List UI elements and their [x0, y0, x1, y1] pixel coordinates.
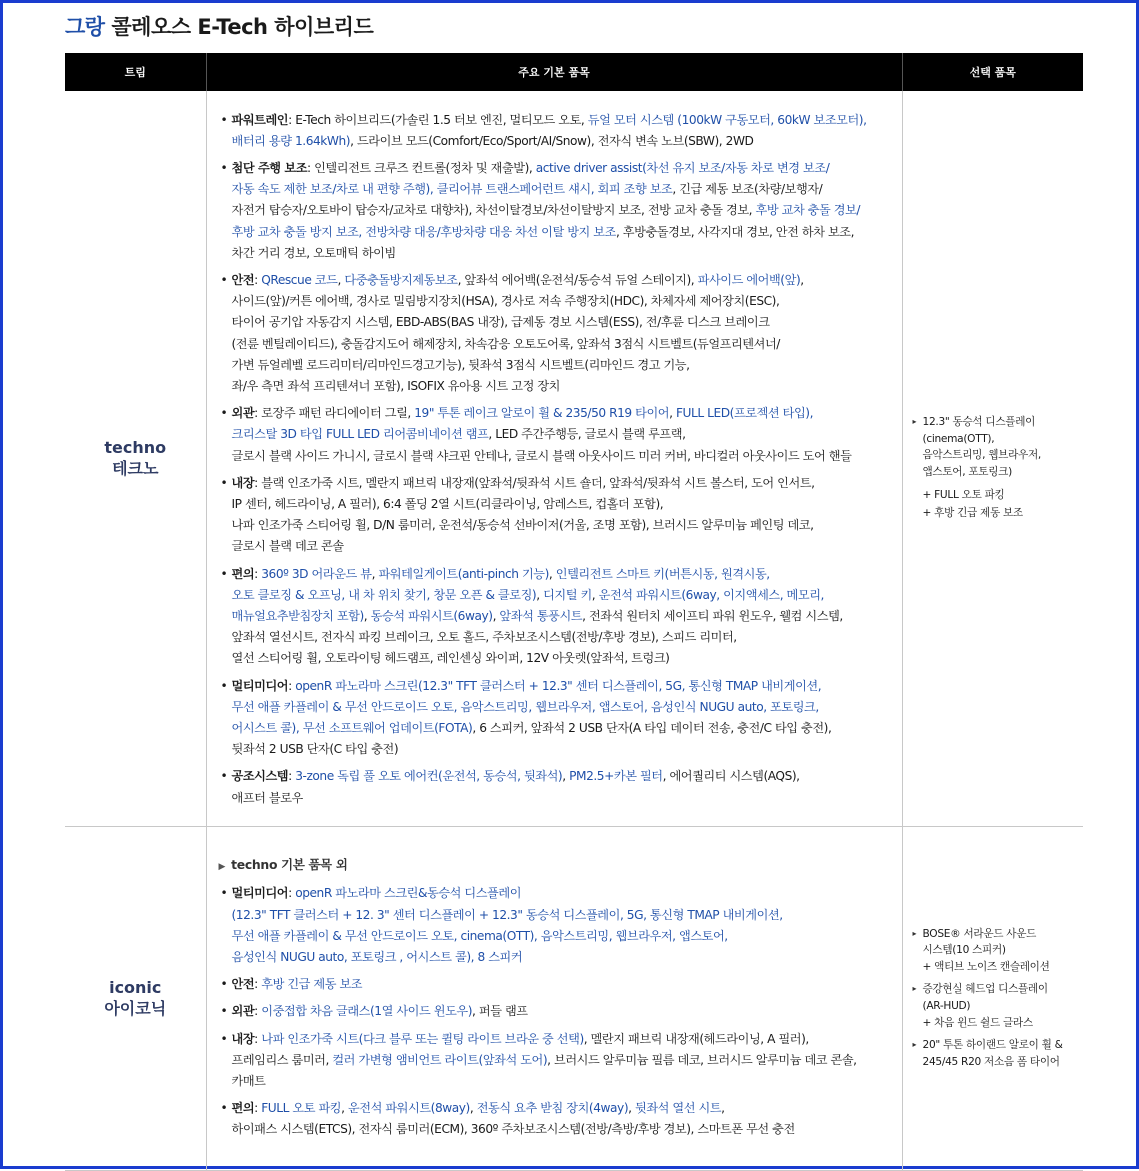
spec-highlight-text: 19" 투톤 레이크 알로이 휠 & 235/50 R19 타이어 [414, 406, 670, 421]
spec-highlight-text: 오토 클로징 & 오프닝, 내 차 위치 찾기, 창문 오픈 & 클로징) [231, 587, 537, 602]
spec-highlight-text: 컬러 가변형 앰비언트 라이트(앞좌석 도어) [332, 1052, 548, 1067]
option-sub-item: + 차음 윈드 쉴드 글라스 [922, 1016, 1033, 1029]
spec-highlight-text: 인텔리전트 스마트 키(버튼시동, 원격시동, [555, 566, 770, 581]
title-brand: 그랑 [65, 15, 105, 39]
spec-text: , [591, 587, 599, 602]
spec-category: 공조시스템 [231, 769, 289, 784]
spec-list-item [219, 473, 894, 558]
spec-text: , 멜란지 패브릭 내장재(헤드라이닝, A 필러), [583, 1031, 809, 1046]
spec-highlight-text: 후방 교차 충돌 방지 보조, 전방차량 대응/후방차량 대응 차선 이탈 방지 보조 [231, 224, 616, 239]
bullet-dot-icon: • [220, 475, 228, 490]
triangle-right-icon: ▸ [912, 417, 917, 427]
title-model: 콜레오스 E-Tech 하이브리드 [104, 15, 374, 39]
spec-text: 좌/우 측면 좌석 프리텐셔너 포함), ISOFIX 유아용 시트 고정 장치 [231, 379, 560, 394]
trim-cell-techno [65, 91, 206, 826]
spec-text: , [371, 566, 379, 581]
spec-list-item [219, 1029, 894, 1093]
spec-category: 안전 [231, 273, 255, 288]
spec-text: , LED 주간주행등, 글로시 블랙 루프랙, [488, 427, 686, 442]
option-sub-item: + FULL 오토 파킹 [922, 489, 1005, 502]
spec-text: : [254, 566, 262, 581]
spec-highlight-text: 360º 3D 어라운드 뷰 [261, 566, 372, 581]
spec-text: 차간 거리 경보, 오토매틱 하이빔 [231, 245, 396, 260]
spec-text: 글로시 블랙 사이드 가니시, 글로시 블랙 샤크핀 안테나, 글로시 블랙 아웃사이드 미러 커버, 바디컬러 아웃사이드 도어 핸들 [231, 448, 852, 463]
spec-text: IP 센터, 헤드라이닝, A 필러), 6:4 폴딩 2열 시트(리클라이닝, 암레스트, 컵홀더 포함), [231, 497, 664, 512]
table-row-iconic [65, 826, 1083, 1170]
spec-text: : E-Tech 하이브리드(가솔린 1.5 터보 엔진, 멀티모드 오토, [288, 112, 588, 127]
spec-highlight-text: 뒷좌석 열선 시트 [635, 1101, 722, 1116]
spec-highlight-text: 크리스탈 3D 타입 FULL LED 리어콤비네이션 램프 [231, 427, 489, 442]
option-line: 시스템(10 스피커) [922, 944, 1006, 957]
spec-text: : [254, 1101, 262, 1116]
spec-text: 애프터 블로우 [231, 790, 303, 805]
spec-highlight-text: 디지털 키 [543, 587, 592, 602]
bullet-dot-icon: • [220, 406, 228, 421]
spec-highlight-text: 배터리 용량 1.64kWh) [231, 133, 351, 148]
spec-text: , [548, 566, 556, 581]
spec-highlight-text: 전동식 요추 받침 장치(4way) [476, 1101, 629, 1116]
option-item [913, 414, 1078, 480]
spec-text: , [536, 587, 544, 602]
spec-list-item [219, 1098, 894, 1140]
option-line: 20" 투톤 하이랜드 알로이 휠 & [922, 1039, 1063, 1052]
option-sub-item: + 액티브 노이즈 캔슬레이션 [922, 960, 1050, 973]
spec-text: , [721, 1101, 725, 1116]
spec-highlight-text: 동승석 파워시트(6way) [370, 609, 493, 624]
triangle-right-icon: ▸ [912, 928, 917, 938]
spec-text: 글로시 블랙 데코 콘솔 [231, 539, 344, 554]
option-line: (AR-HUD) [922, 1000, 971, 1012]
page-title [65, 11, 373, 41]
option-items-cell-techno [902, 91, 1083, 826]
spec-text: : [254, 1004, 262, 1019]
spec-highlight-text: FULL 오토 파킹 [261, 1101, 342, 1116]
basic-items-cell-techno [206, 91, 902, 826]
spec-highlight-text: (12.3" TFT 클러스터 + 12. 3" 센터 디스플레이 + 12.3" 동승석 디스플레이, 5G, 통신형 TMAP 내비게이션, [231, 907, 783, 922]
triangle-right-icon: ▶ [218, 862, 226, 873]
spec-highlight-text: 운전석 파워시트(6way, 이지액세스, 메모리, [598, 587, 824, 602]
spec-highlight-text: FULL LED(프로젝션 타입), [675, 406, 814, 421]
spec-text: , [492, 609, 500, 624]
table-row-techno [65, 91, 1083, 826]
header-option-items: 선택 품목 [902, 53, 1083, 91]
bullet-dot-icon: • [220, 273, 228, 288]
spec-text: , 긴급 제동 보조(차량/보행자/ [672, 182, 823, 197]
option-item [913, 1037, 1078, 1070]
option-sub-item: + 후방 긴급 제동 보조 [922, 507, 1023, 520]
spec-text: , [628, 1101, 635, 1116]
spec-highlight-text: active driver assist(차선 유지 보조/자동 차로 변경 보조/ [535, 161, 830, 175]
spec-highlight-text: 무선 애플 카플레이 & 무선 안드로이드 오토, cinema(OTT), 음악스트리밍, 웹브라우저, 앱스토어, [231, 928, 728, 943]
option-line: 245/45 R20 저소음 폼 타이어 [922, 1055, 1060, 1068]
spec-highlight-text: 다중충돌방지제동보조 [344, 273, 458, 288]
spec-text: 카매트 [231, 1074, 266, 1088]
spec-highlight-text: 앞좌석 통풍시트 [499, 609, 583, 624]
spec-category: 외관 [231, 406, 255, 421]
spec-highlight-text: 매뉴얼요추받침장치 포함) [231, 609, 364, 624]
spec-highlight-text: 자동 속도 제한 보조/차로 내 편향 주행), 클리어뷰 트랜스페어런트 섀시, 회피 조향 보조 [231, 182, 673, 197]
spec-text: : 로장주 패턴 라디에이터 그릴, [254, 406, 415, 421]
header-trim: 트림 [65, 53, 206, 91]
spec-text: : [254, 273, 262, 288]
spec-text: , [562, 769, 570, 784]
spec-category: 안전 [231, 977, 255, 992]
spec-text: 가변 듀얼레벨 로드리미터/리마인드경고기능), 뒷좌석 3점식 시트벨트(리마인드 경고 기능, [231, 357, 690, 372]
bullet-dot-icon: • [220, 1031, 228, 1046]
spec-highlight-text: 무선 애플 카플레이 & 무선 안드로이드 오토, 음악스트리밍, 웹브라우저, 앱스토어, 음성인식 NUGU auto, 포토링크, [231, 699, 819, 714]
bullet-dot-icon: • [220, 112, 228, 127]
spec-list-item [219, 1001, 894, 1022]
triangle-right-icon: ▸ [912, 984, 917, 994]
basic-items-cell-iconic [206, 826, 902, 1170]
spec-text: , 전좌석 원터치 세이프티 파워 윈도우, 웰컴 시스템, [582, 609, 843, 624]
spec-list-item [219, 270, 894, 397]
spec-text: , 후방충돌경보, 사각지대 경보, 안전 하차 보조, [615, 224, 855, 239]
spec-highlight-text: 파워테일게이트(anti-pinch 기능) [378, 566, 549, 581]
spec-text: , [669, 406, 676, 421]
table-header-row [65, 53, 1083, 91]
spec-list-item [219, 403, 894, 467]
spec-text: , [363, 609, 371, 624]
spec-text: , [337, 273, 345, 288]
spec-text: : [288, 769, 296, 784]
option-line: 앱스토어, 포토링크) [922, 465, 1012, 478]
option-line: (cinema(OTT), [922, 432, 995, 445]
spec-text: 사이드(앞)/커튼 에어백, 경사로 밀림방지장치(HSA), 경사로 저속 주행장치(HDC), 차체자세 제어장치(ESC), [231, 294, 780, 309]
spec-text: 뒷좌석 2 USB 단자(C 타입 충전) [231, 742, 399, 757]
spec-highlight-text: 후방 교차 충돌 경보/ [755, 203, 861, 218]
bullet-dot-icon: • [220, 1101, 228, 1116]
spec-highlight-text: openR 파노라마 스크린(12.3" TFT 클러스터 + 12.3" 센터 디스플레이, 5G, 통신형 TMAP 내비게이션, [295, 678, 822, 693]
spec-highlight-text: PM2.5+카본 필터 [569, 769, 663, 784]
option-line: 12.3" 동승석 디스플레이 [922, 416, 1036, 429]
spec-category: 파워트레인 [231, 112, 289, 127]
trim-cell-iconic [65, 826, 206, 1170]
spec-highlight-text: 후방 긴급 제동 보조 [261, 977, 363, 992]
triangle-right-icon: ▸ [912, 1040, 917, 1050]
spec-list-item [219, 110, 894, 152]
spec-list-item [219, 676, 894, 761]
spec-text: : [254, 1031, 262, 1046]
spec-text: 열선 스티어링 휠, 오토라이팅 헤드램프, 레인센싱 와이퍼, 12V 아웃렛(앞좌석, 트렁크) [231, 651, 670, 666]
option-item [913, 981, 1078, 1031]
spec-text: , 퍼들 램프 [472, 1004, 528, 1019]
spec-category: 내장 [231, 475, 255, 490]
spec-highlight-text: 운전석 파워시트(8way) [347, 1101, 470, 1116]
spec-highlight-text: 나파 인조가죽 시트(다크 블루 또는 퀼팅 라이트 브라운 중 선택) [261, 1031, 584, 1046]
spec-highlight-text: 파사이드 에어백(앞) [697, 273, 801, 288]
trim-name-en: techno [104, 438, 167, 458]
bullet-dot-icon: • [220, 886, 228, 901]
spec-highlight-text: QRescue 코드 [261, 273, 338, 288]
spec-text: , 드라이브 모드(Comfort/Eco/Sport/AI/Snow), 전자식 변속 노브(SBW), 2WD [350, 133, 754, 148]
option-line: BOSE® 서라운드 사운드 [922, 927, 1037, 940]
spec-highlight-text: openR 파노라마 스크린&동승석 디스플레이 [295, 886, 522, 901]
spec-category: 편의 [231, 566, 255, 581]
bullet-dot-icon: • [220, 1004, 228, 1019]
option-line: 증강현실 헤드업 디스플레이 [922, 983, 1048, 996]
spec-highlight-text: 음성인식 NUGU auto, 포토링크 , 어시스트 콜), 8 스피커 [231, 949, 523, 964]
inherit-note-text: techno 기본 품목 외 [231, 857, 348, 873]
spec-list-item [219, 564, 894, 670]
spec-text: , 브러시드 알루미늄 필름 데코, 브러시드 알루미늄 데코 콘솔, [547, 1052, 857, 1067]
spec-category: 첨단 주행 보조 [231, 161, 308, 175]
spec-highlight-text: 듀얼 모터 시스템 (100kW 구동모터, 60kW 보조모터), [587, 112, 867, 127]
spec-highlight-text: 어시스트 콜), 무선 소프트웨어 업데이트(FOTA) [231, 721, 473, 736]
bullet-dot-icon: • [220, 977, 228, 992]
bullet-dot-icon: • [220, 769, 228, 784]
option-item [913, 926, 1078, 976]
inherit-note [219, 855, 894, 873]
spec-category: 멀티미디어 [231, 886, 289, 901]
spec-category: 멀티미디어 [231, 678, 289, 693]
option-items-cell-iconic [902, 826, 1083, 1170]
spec-highlight-text: 이중접합 차음 글래스(1열 사이드 윈도우) [261, 1004, 473, 1019]
spec-list-item [219, 158, 894, 264]
spec-text: : 블랙 인조가죽 시트, 멜란지 패브릭 내장재(앞좌석/뒷좌석 시트 숄더, 앞좌석/뒷좌석 시트 볼스터, 도어 인서트, [254, 475, 815, 490]
spec-text: : [288, 678, 296, 693]
bullet-dot-icon: • [220, 566, 228, 581]
spec-text: : [254, 977, 262, 992]
spec-list-item [219, 974, 894, 995]
spec-text: 나파 인조가죽 스티어링 휠, D/N 룸미러, 운전석/동승석 선바이저(거울, 조명 포함), 브러시드 알루미늄 페인팅 데코, [231, 518, 814, 533]
trim-name-ko: 아이코닉 [104, 999, 167, 1018]
spec-text: , 에어퀄리티 시스템(AQS), [662, 769, 800, 784]
spec-text: : 인텔리전트 크루즈 컨트롤(정차 및 재출발), [307, 161, 536, 175]
spec-category: 외관 [231, 1004, 255, 1019]
spec-text: 자전거 탑승자/오토바이 탑승자/교차로 대향차), 차선이탈경보/차선이탈방지 보조, 전방 교차 충돌 경보, [231, 203, 756, 218]
spec-text: 하이패스 시스템(ETCS), 전자식 룸미러(ECM), 360º 주차보조시스템(전방/측방/후방 경보), 스마트폰 무선 충전 [231, 1122, 795, 1137]
bullet-dot-icon: • [220, 161, 228, 175]
bullet-dot-icon: • [220, 678, 228, 693]
spec-highlight-text: 3-zone 독립 풀 오토 에어컨(운전석, 동승석, 뒷좌석) [295, 769, 563, 784]
spec-text: , [800, 273, 804, 288]
trim-spec-table [65, 53, 1083, 1171]
spec-text: 타이어 공기압 자동감지 시스템, EBD-ABS(BAS 내장), 급제동 경보 시스템(ESS), 전/후륜 디스크 브레이크 [231, 315, 770, 330]
spec-list-item [219, 766, 894, 808]
header-basic-items: 주요 기본 품목 [206, 53, 902, 91]
trim-name-ko: 테크노 [112, 459, 159, 479]
spec-text: (전륜 벤틸레이티드), 충돌감지도어 해제장치, 차속감응 오토도어록, 앞좌석 3점식 시트벨트(듀얼프리텐셔너/ [231, 336, 780, 351]
spec-category: 내장 [231, 1031, 255, 1046]
spec-list-item [219, 883, 894, 968]
trim-name-en: iconic [109, 978, 162, 997]
spec-text: , [469, 1101, 477, 1116]
spec-text: , 6 스피커, 앞좌석 2 USB 단자(A 타입 데이터 전송, 충전/C 타입 충전), [472, 721, 832, 736]
spec-text: , 앞좌석 에어백(운전석/동승석 듀얼 스테이지), [457, 273, 698, 288]
spec-text: 앞좌석 열선시트, 전자식 파킹 브레이크, 오토 홀드, 주차보조시스템(전방/후방 경보), 스피드 리미터, [231, 630, 737, 645]
spec-category: 편의 [231, 1101, 255, 1116]
option-line: 음악스트리밍, 웹브라우저, [922, 449, 1041, 462]
spec-text: : [288, 886, 296, 901]
spec-text: , [341, 1101, 348, 1116]
spec-text: 프레임리스 룸미러, [231, 1052, 333, 1067]
